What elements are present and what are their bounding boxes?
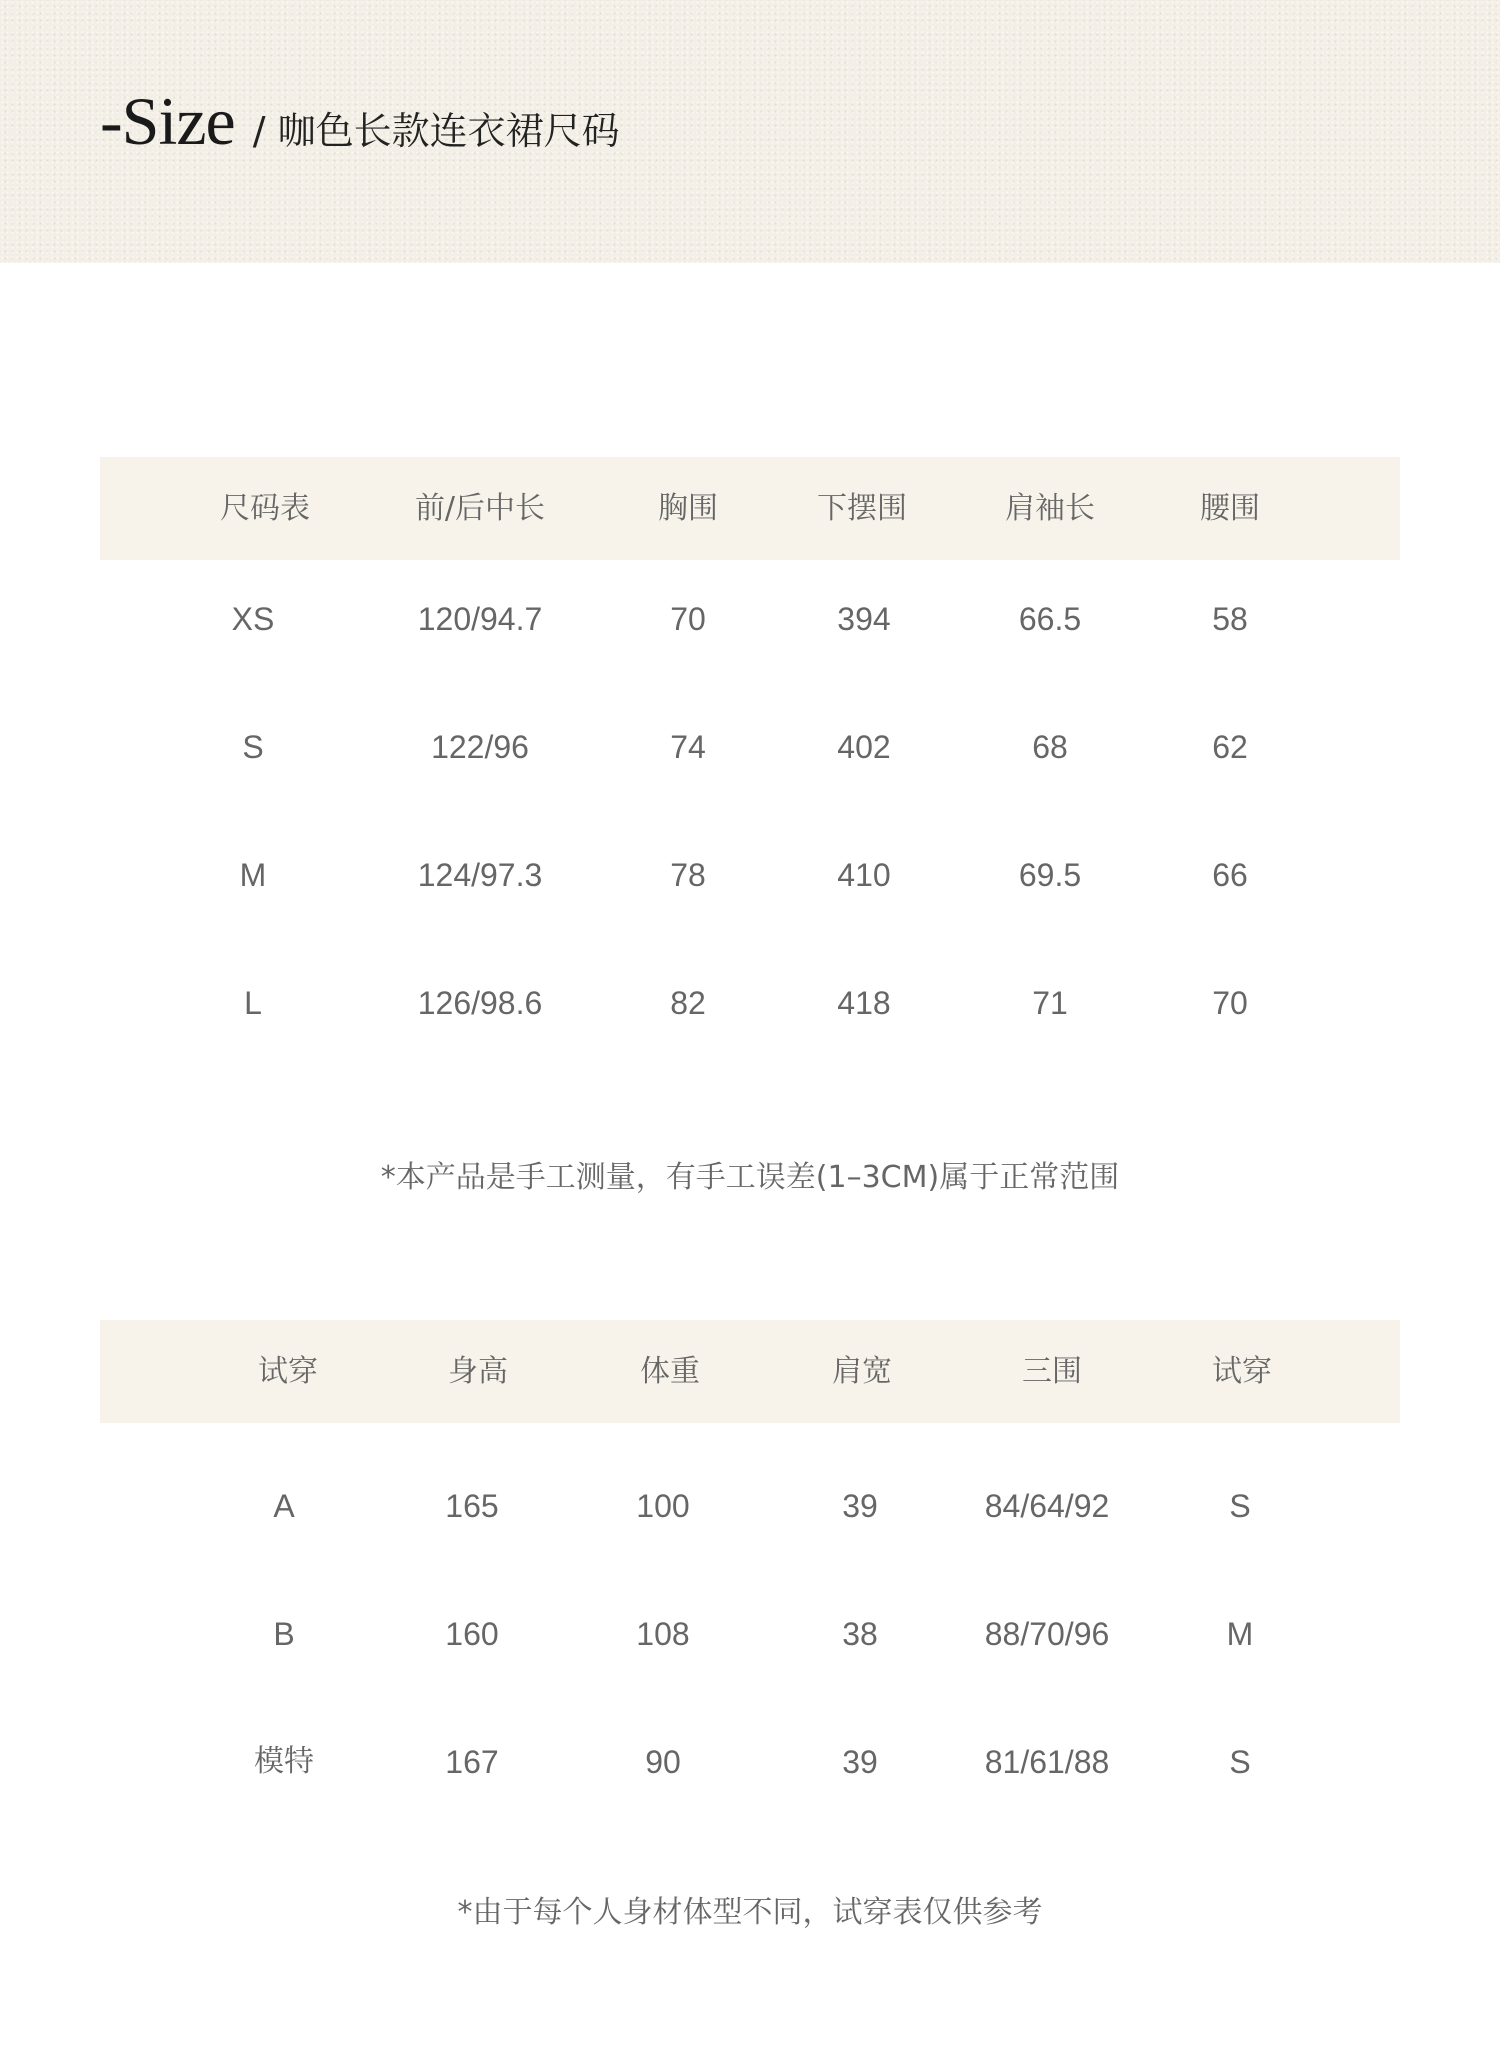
size-table-header [100, 457, 1400, 560]
fit-cell: 108 [636, 1616, 690, 1652]
fit-cell: 39 [842, 1744, 878, 1780]
size-cell: 74 [670, 729, 706, 765]
size-cell: 69.5 [1018, 857, 1082, 893]
size-cell: 70 [1212, 985, 1248, 1021]
size-header-cell: 胸围 [658, 491, 718, 526]
fit-cell: 84/64/92 [984, 1488, 1110, 1524]
size-cell: L [244, 985, 262, 1021]
fit-header-cell: 身高 [448, 1354, 508, 1389]
fit-cell: 39 [842, 1488, 878, 1524]
size-cell: M [239, 857, 267, 893]
fit-header-cell: 试穿 [258, 1354, 318, 1389]
size-cell: 82 [670, 985, 706, 1021]
fit-cell: A [273, 1488, 295, 1524]
size-cell: 124/97.3 [417, 857, 543, 893]
size-cell: 126/98.6 [417, 985, 543, 1021]
fit-cell: 81/61/88 [984, 1744, 1110, 1780]
fit-cell: 160 [445, 1616, 499, 1652]
fit-cell: 90 [645, 1744, 681, 1780]
size-cell: 78 [670, 857, 706, 893]
fit-header-cell: 体重 [640, 1354, 700, 1389]
fit-table [100, 1320, 1400, 1800]
size-header-cell: 下摆围 [817, 491, 907, 526]
size-cell: 62 [1212, 729, 1248, 765]
fit-cell: S [1229, 1744, 1251, 1780]
size-cell: 66.5 [1018, 601, 1082, 637]
fit-note: *由于每个人身材体型不同，试穿表仅供参考 [457, 1895, 1043, 1930]
size-cell: 71 [1032, 985, 1068, 1021]
size-cell: 402 [837, 729, 891, 765]
fit-cell: B [273, 1616, 295, 1652]
size-header-cell: 前/后中长 [414, 491, 546, 526]
fit-cell: S [1229, 1488, 1251, 1524]
size-header-cell: 肩袖长 [1005, 491, 1095, 526]
size-cell: 122/96 [431, 729, 529, 765]
fit-header-cell: 肩宽 [832, 1354, 892, 1389]
page-title [100, 82, 620, 161]
title-subtitle: / 咖色长款连衣裙尺码 [252, 109, 620, 153]
size-cell: 66 [1212, 857, 1248, 893]
size-header-cell: 腰围 [1200, 491, 1260, 526]
fit-header-cell: 三围 [1022, 1354, 1082, 1389]
header-banner [0, 0, 1500, 263]
size-header-cell: 尺码表 [220, 491, 310, 526]
size-cell: 394 [837, 601, 891, 637]
title-size: -Size [100, 83, 235, 159]
fit-cell: 模特 [254, 1744, 314, 1779]
size-cell: 410 [837, 857, 891, 893]
fit-cell: M [1226, 1616, 1254, 1652]
size-cell: 70 [670, 601, 706, 637]
size-cell: 418 [837, 985, 891, 1021]
fit-header-cell: 试穿 [1212, 1354, 1272, 1389]
fit-cell: 88/70/96 [984, 1616, 1110, 1652]
fit-cell: 38 [842, 1616, 878, 1652]
fit-cell: 100 [636, 1488, 690, 1524]
size-cell: 120/94.7 [417, 601, 543, 637]
size-cell: 58 [1212, 601, 1248, 637]
size-cell: S [242, 729, 264, 765]
size-cell: 68 [1032, 729, 1068, 765]
fit-cell: 167 [445, 1744, 499, 1780]
size-table [100, 457, 1400, 1057]
fit-table-header [100, 1320, 1400, 1423]
fit-cell: 165 [445, 1488, 499, 1524]
size-note: *本产品是手工测量，有手工误差(1–3CM)属于正常范围 [380, 1160, 1120, 1195]
size-cell: XS [231, 601, 275, 637]
